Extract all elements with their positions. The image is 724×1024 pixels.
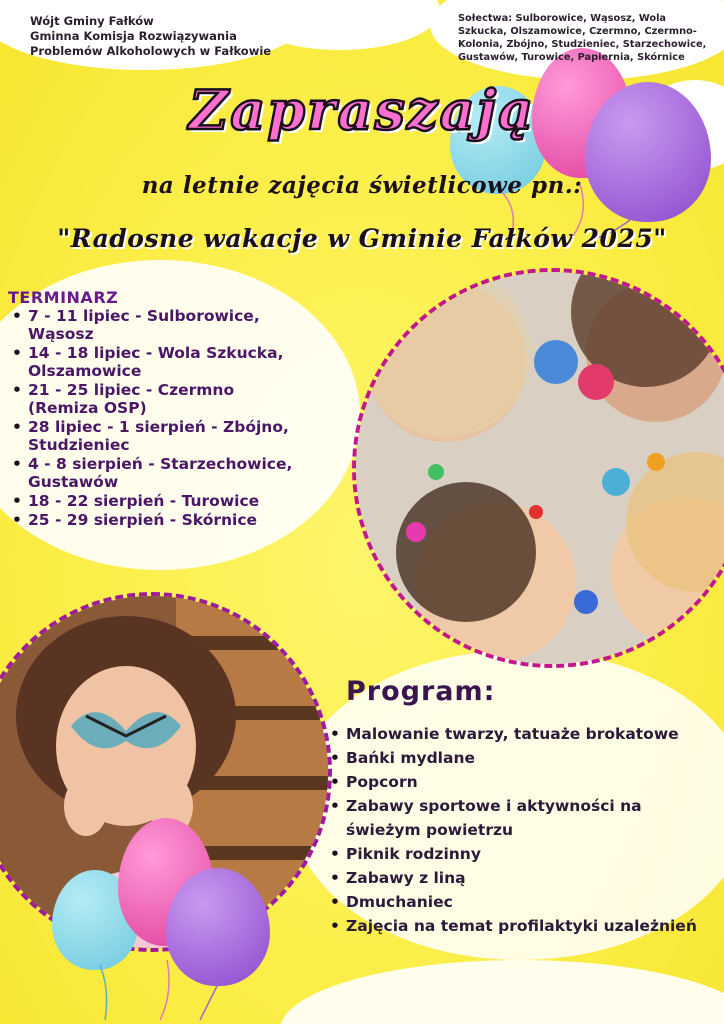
villages-line: Gustawów, Turowice, Papiernia, Skórnice [458,52,685,63]
program-heading: Program: [346,676,496,707]
schedule-item: • 18 - 22 sierpień - Turowice [8,492,353,510]
photo-children-circle [352,268,724,668]
program-item: • Malowanie twarzy, tatuaże brokatowe [330,722,715,746]
organizer-line: Gminna Komisja Rozwiązywania [30,29,237,43]
schedule-heading: TERMINARZ [8,288,119,307]
children-photo-illustration [356,272,724,664]
schedule-item: • 7 - 11 lipiec - Sulborowice, Wąsosz [8,307,298,343]
program-item: • Zabawy z liną [330,866,715,890]
villages-line: Szkucka, Olszamowice, Czermno, Czermno- [458,26,697,37]
schedule-list [8,307,353,530]
schedule-item: • 21 - 25 lipiec - Czermno (Remiza OSP) [8,381,288,417]
program-item: • Popcorn [330,770,715,794]
schedule-item: • 4 - 8 sierpień - Starzechowice, Gustawów [8,455,348,491]
schedule-item: • 14 - 18 lipiec - Wola Szkucka, Olszamowice [8,344,308,380]
title-main: Zapraszają [188,78,536,142]
organizer-block [30,14,271,59]
cloud-bottom [280,960,724,1024]
balloon-strings-bottom [90,960,250,1024]
villages-line: Sołectwa: Sulborowice, Wąsosz, Wola [458,13,667,24]
program-item: • Dmuchaniec [330,890,715,914]
program-item: • Zabawy sportowe i aktywności na świeżym powietrzu [330,794,646,842]
villages-line: Kolonia, Zbójno, Studzieniec, Starzechowice, [458,39,707,50]
program-item: • Zajęcia na temat profilaktyki uzależnień [330,914,715,938]
villages-block [458,12,708,64]
schedule-item: • 28 lipiec - 1 sierpień - Zbójno, Studzieniec [8,418,333,454]
organizer-line: Problemów Alkoholowych w Fałkowie [30,44,272,58]
program-item: • Piknik rodzinny [330,842,715,866]
program-list [330,722,715,938]
title-subtitle: na letnie zajęcia świetlicowe pn.: [141,172,583,199]
schedule-item: • 25 - 29 sierpień - Skórnice [8,511,353,529]
program-item: • Bańki mydlane [330,746,715,770]
title-event-name: "Radosne wakacje w Gminie Fałków 2025" [57,224,667,253]
organizer-line: Wójt Gminy Fałków [30,14,154,28]
